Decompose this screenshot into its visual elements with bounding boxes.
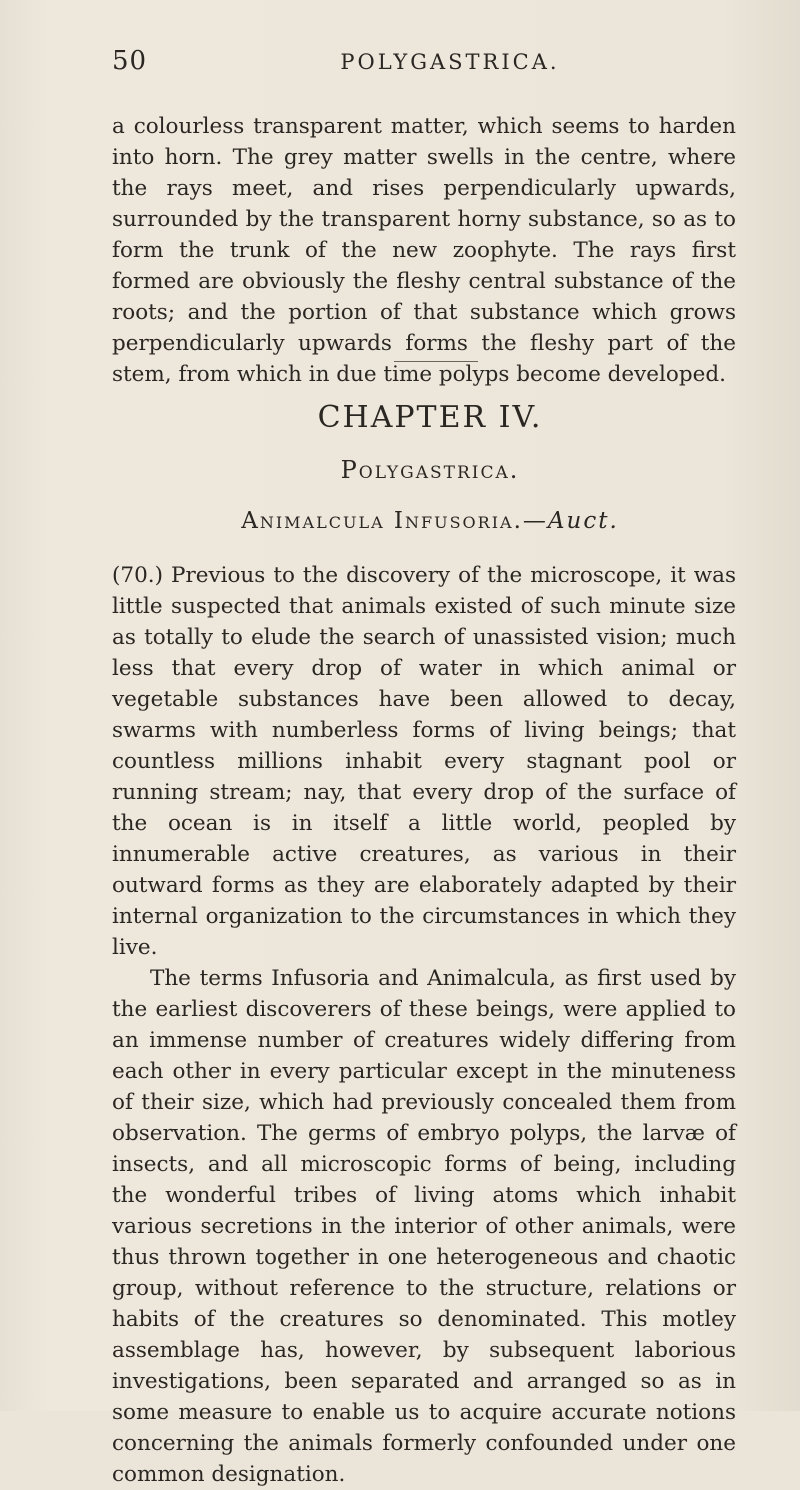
paragraph-terms: The terms Infusoria and Animalcula, as first used by the earliest discoverers of these beings, were applied to an immense number of creatures widely differing from each other in every particular except in the minuteness of their size, which had previously concealed them from observation. The germs of embryo polyps, the larvæ of insects, and all microscopic forms of being, including the wonderful tribes of living atoms which inhabit various secretions in the interior of other animals, were thus thrown together in one heterogeneous and chaotic group, without reference to the structure, relations or habits of the creatures so denominated. This motley assemblage has, however, by subsequent laborious investigations, been separated and arranged so as in some measure to enable us to acquire accurate notions concerning the animals formerly confounded under one common designation. <box>112 966 736 1487</box>
synonym-author: Auct. <box>547 508 619 534</box>
continuation-paragraph: a colourless transparent matter, which seems to harden into horn. The grey matter swells in the centre, where the rays meet, and rises perpendicularly upwards, surrounded by the transparent horny substance, so as to form the trunk of the new zoophyte. The rays first formed are obviously the fleshy central substance of the roots; and the portion of that substance which grows perpendicularly upwards forms the fleshy part of the stem, from which in due time polyps become developed. <box>112 114 736 387</box>
synonym-text: Animalcula Infusoria.— <box>241 508 548 534</box>
chapter-subtitle: Polygastrica. <box>340 456 520 484</box>
page-header <box>112 46 748 86</box>
continuation-text <box>112 111 736 390</box>
chapter-synonym <box>0 508 800 534</box>
running-head: POLYGASTRICA. <box>340 50 560 74</box>
section-divider <box>394 361 478 362</box>
page-number: 50 <box>112 46 148 76</box>
chapter-title: CHAPTER IV. <box>317 400 543 435</box>
chapter-body <box>112 560 736 1490</box>
paragraph-70: (70.) Previous to the discovery of the microscope, it was little suspected that animals existed of such minute size as totally to elude the search of unassisted vision; much less that every drop of water in which animal or vegetable substances have been allowed to decay, swarms with numberless forms of living beings; that countless millions inhabit every stagnant pool or running stream; nay, that every drop of the surface of the ocean is in itself a little world, peopled by innumerable active creatures, as various in their outward forms as they are elaborately adapted by their internal organization to the circumstances in which they live. <box>112 563 736 960</box>
